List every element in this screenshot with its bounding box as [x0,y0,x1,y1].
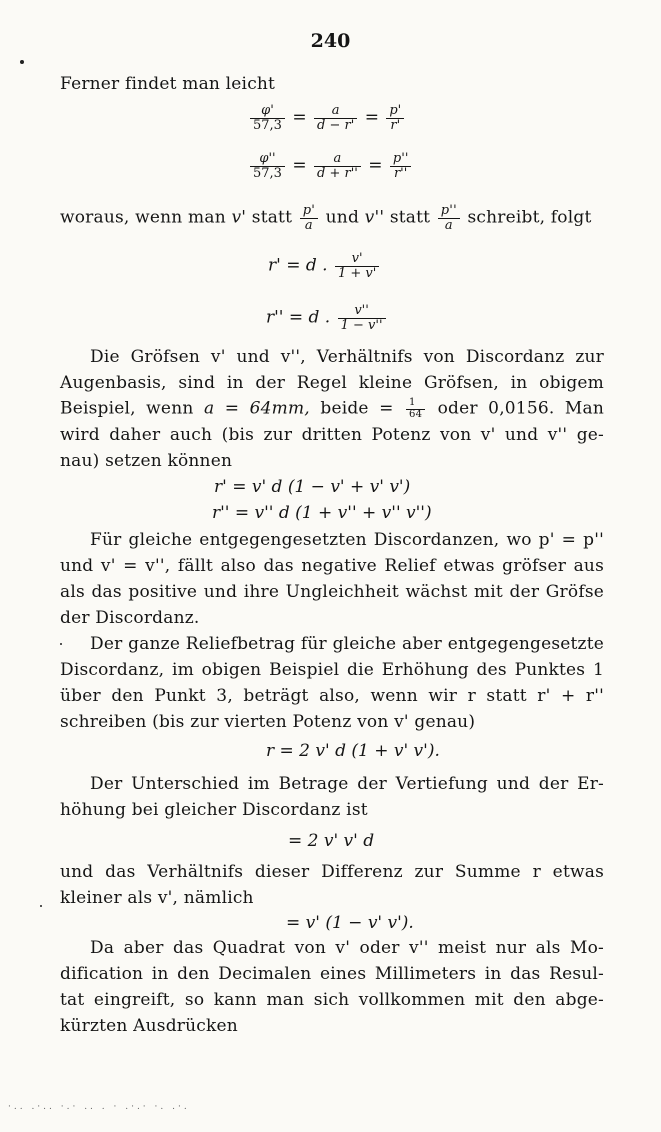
text-line: Der Unterschied im Betrage der Vertiefung und der Er- [90,774,604,794]
text-line: dification in den Decimalen eines Millimeters in das Resul- [60,964,604,984]
text-line: wird daher auch (bis zur dritten Potenz von v' und v'' ge- [60,425,604,445]
text-line: Die Gröfsen v' und v'', Verhältnifs von Discordanz zur [90,347,604,367]
ink-speck [40,905,42,907]
text-line: höhung bei gleicher Discordanz ist [60,800,368,820]
equation-1: $\frac{\varphi'}{57,3}$ = $\frac{a}{d - r'}$ = $\frac{p'}{r'}$ [248,104,406,132]
equation-6: r'' = v'' d (1 + v'' + v'' v'') [212,503,432,523]
text-line: Discordanz, im obigen Beispiel die Erhöhung des Punktes 1 [60,660,604,680]
fraction: $\frac{\varphi''}{57,3}$ [250,152,285,180]
text-line: woraus, wenn man v' statt $\frac{p'}{a}$ und v'' statt $\frac{p''}{a}$ schreibt, folgt [60,203,592,233]
equation-8: = 2 v' v' d [288,831,375,851]
text-line: Für gleiche entgegengesetzten Discordanzen, wo p' = p'' [90,530,604,550]
text-line: Ferner findet man leicht [60,74,276,94]
fraction: $\frac{v''}{1 - v''}$ [338,304,386,332]
scan-noise: ·.. .·.. ·.· .. . · .·.· ·. .·. [8,1102,190,1112]
text-line: und das Verhältnifs dieser Differenz zur Summe r etwas [60,862,604,882]
fraction: $\frac{p'}{a}$ [300,204,318,232]
text-line: schreiben (bis zur vierten Potenz von v' genau) [60,712,476,732]
fraction: $\frac{1}{64}$ [406,398,425,420]
text-line: über den Punkt 3, beträgt also, wenn wir r statt r' + r'' [60,686,604,706]
text-line: kleiner als v', nämlich [60,888,254,908]
fraction: $\frac{p''}{a}$ [438,204,460,232]
page-number: 240 [310,30,351,52]
text-line: Augenbasis, sind in der Regel kleine Gröfsen, in obigem [60,373,604,393]
equation-9: = v' (1 − v' v'). [286,913,414,933]
text-line: Beispiel, wenn a = 64mm, beide = $\frac{1}{64}$ oder 0,0156. Man [60,397,604,420]
equation-7: r = 2 v' d (1 + v' v'). [266,741,440,761]
equation-2: $\frac{\varphi''}{57,3}$ = $\frac{a}{d + r''}$ = $\frac{p''}{r''}$ [248,152,413,180]
text-line: und v' = v'', fällt also das negative Relief etwas gröfser aus [60,556,604,576]
equation-3: r' = d . $\frac{v'}{1 + v'}$ [268,252,381,280]
text-line: kürzten Ausdrücken [60,1016,238,1036]
ink-speck [60,643,62,645]
text-line: als das positive und ihre Ungleichheit wächst mit der Gröfse [60,582,604,602]
fraction: $\frac{a}{d + r''}$ [314,152,361,180]
fraction: $\frac{p'}{r'}$ [386,104,404,132]
equation-4: r'' = d . $\frac{v''}{1 - v''}$ [266,304,388,332]
fraction: $\frac{v'}{1 + v'}$ [335,252,379,280]
ink-speck [20,60,24,64]
fraction: $\frac{a}{d - r'}$ [314,104,357,132]
text-line: der Discordanz. [60,608,200,628]
fraction: $\frac{p''}{r''}$ [390,152,411,180]
text-line: Der ganze Reliefbetrag für gleiche aber entgegengesetzte [90,634,604,654]
fraction: $\frac{\varphi'}{57,3}$ [250,104,285,132]
text-line: tat eingreift, so kann man sich vollkommen mit den abge- [60,990,604,1010]
text-line: Da aber das Quadrat von v' oder v'' meist nur als Mo- [90,938,604,958]
text-line: nau) setzen können [60,451,233,471]
equation-5: r' = v' d (1 − v' + v' v') [214,477,411,497]
